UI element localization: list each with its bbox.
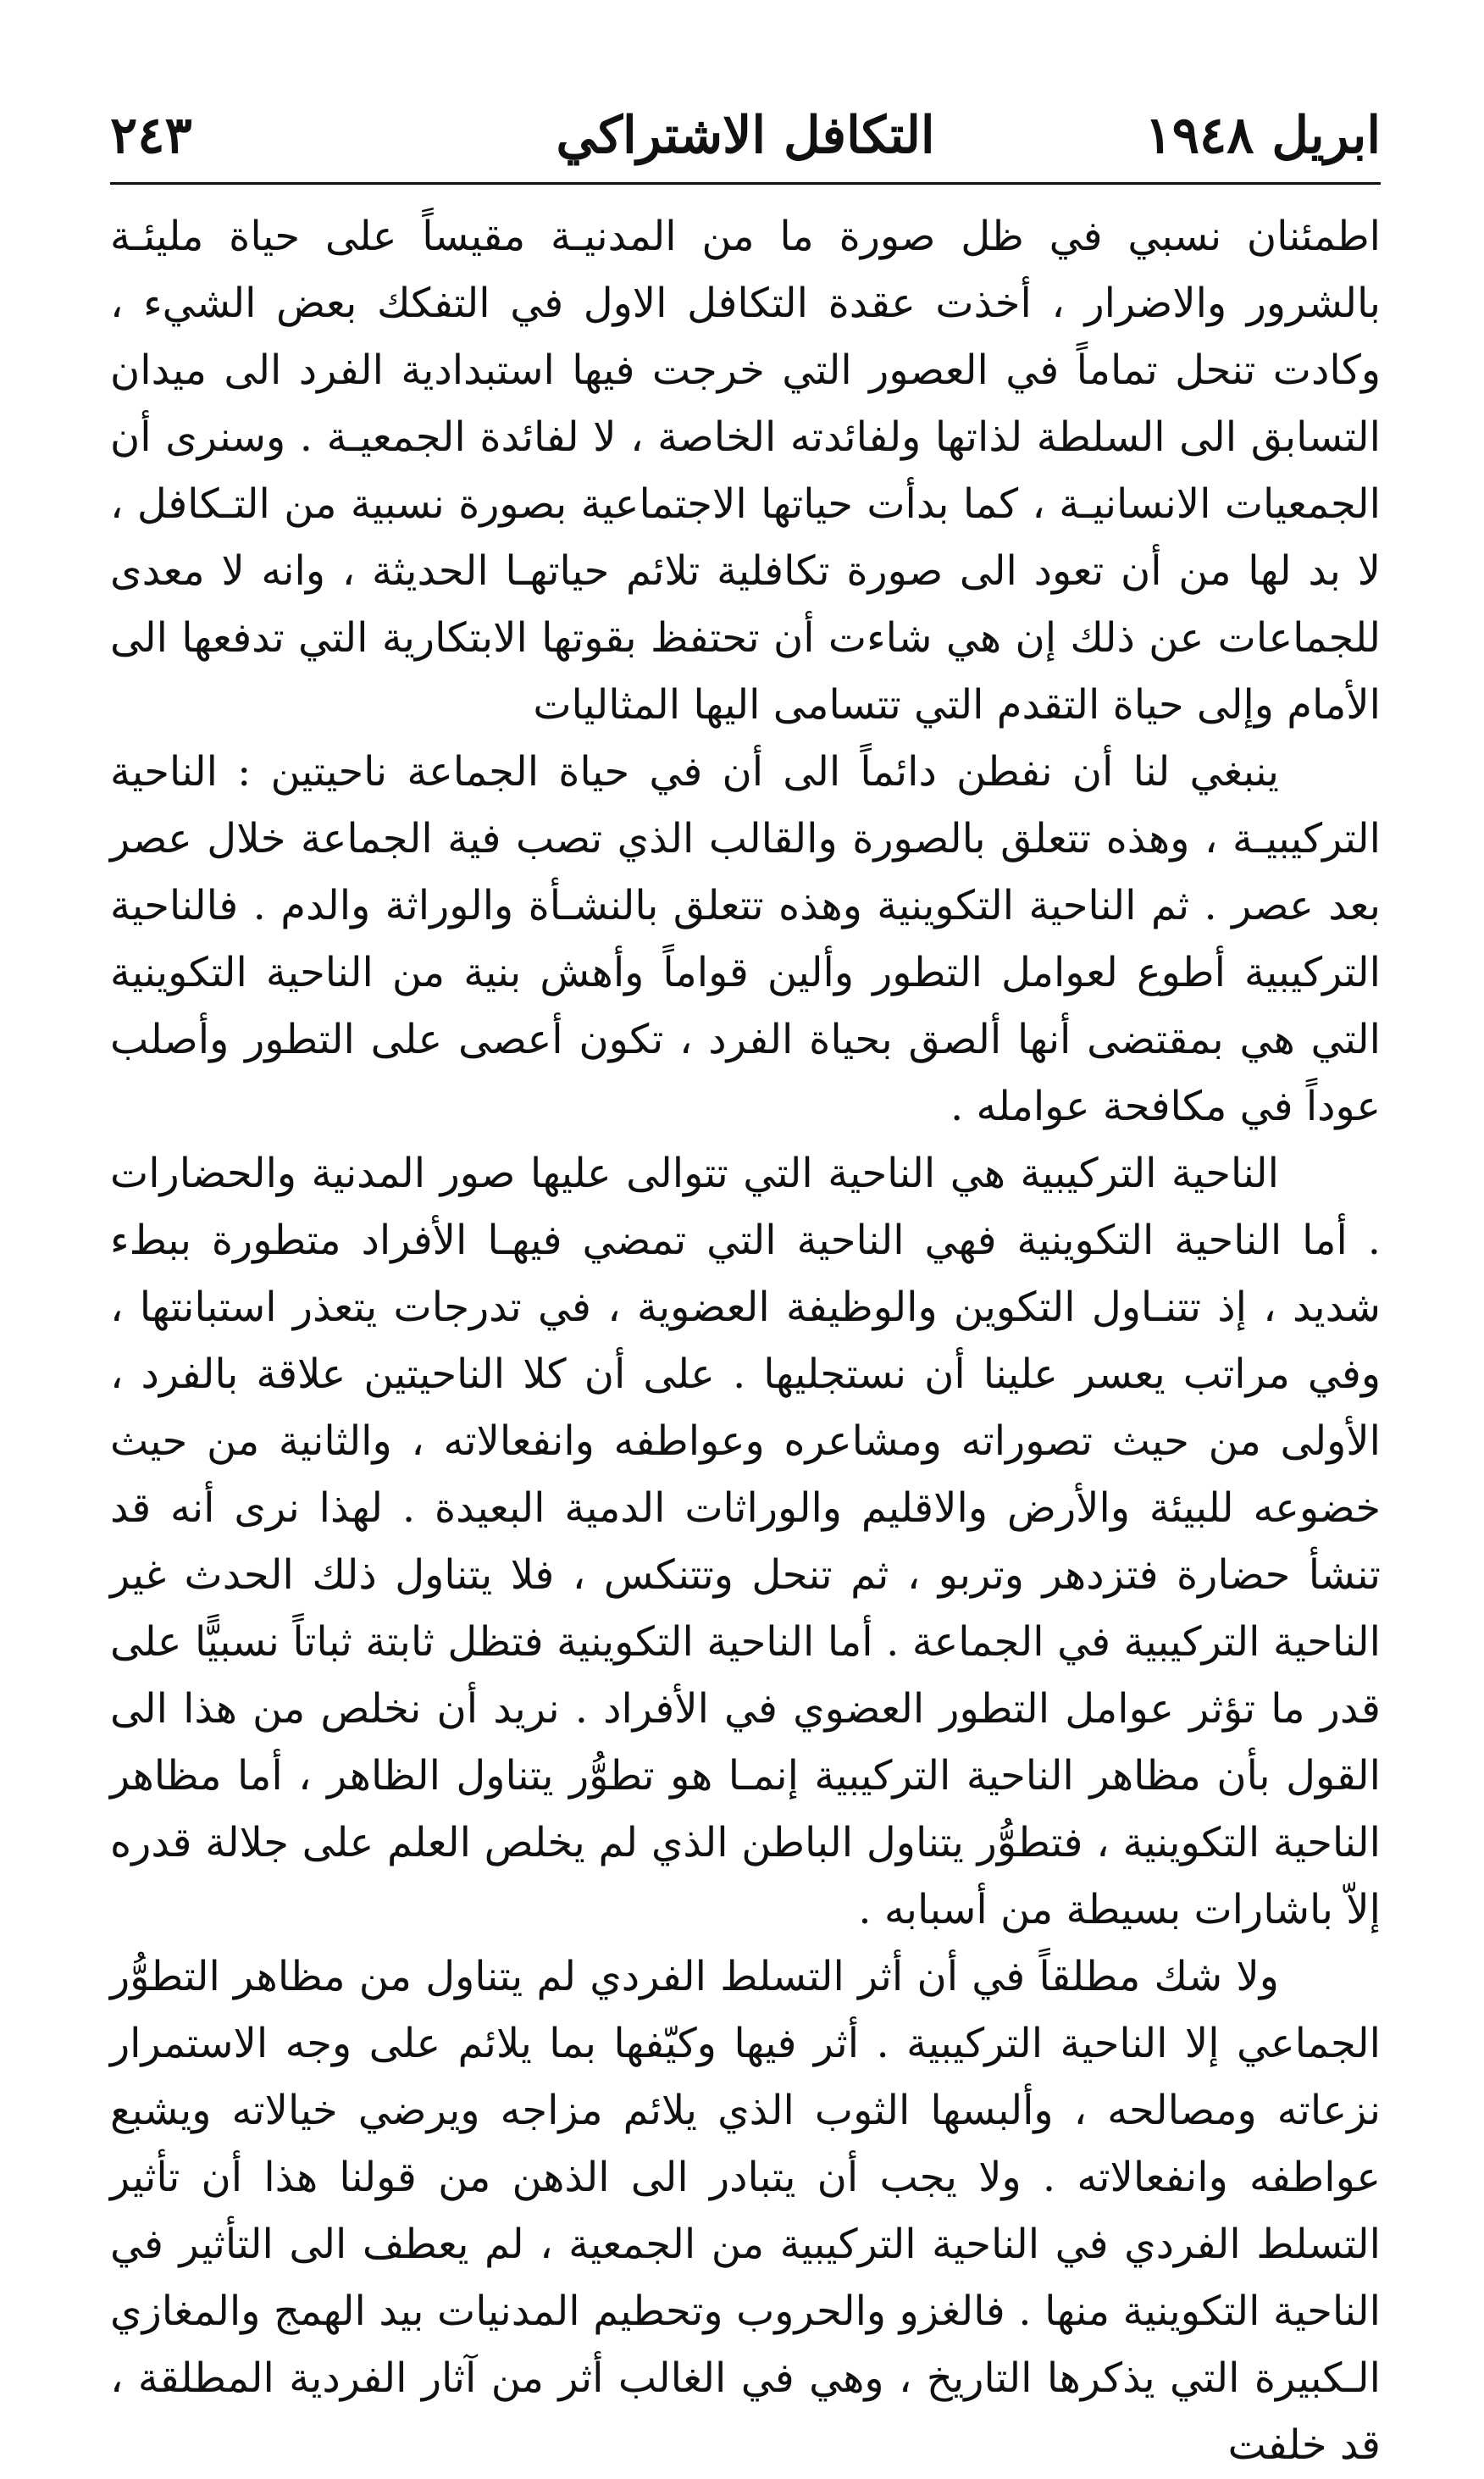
paragraph-3: الناحية التركيبية هي الناحية التي تتوالى عليها صور المدنية والحضارات . أما الناحية التكوينية فهي الناحية التي تمضي فيهـا الأفراد متطورة ببطء شديد ، إذ تتنـاول التكوين والوظيفة العضوية ، في تدرجات يتعذر استبانتها ، وفي مراتب يعسر علينا أن نستجليها . على أن كلا الناحيتين علاقة بالفرد ، الأولى من حيث تصوراته ومشاعره وعواطفه وانفعالاته ، والثانية من حيث خضوعه للبيئة والأرض والاقليم والوراثات الدمية البعيدة . لهذا نرى أنه قد تنشأ حضارة فتزدهر وتربو ، ثم تنحل وتتنكس ، فلا يتناول ذلك الحدث غير الناحية التركيبية في الجماعة . أما الناحية التكوينية فتظل ثابتة ثباتاً نسبيًّا على قدر ما تؤثر عوامل التطور العضوي في الأفراد . نريد أن نخلص من هذا الى القول بأن مظاهر الناحية التركيبية إنمـا هو تطوُّر يتناول الظاهر ، أما مظاهر الناحية التكوينية ، فتطوُّر يتناول الباطن الذي لم يخلص العلم على جلالة قدره إلاّ باشارات بسيطة من أسبابه . (110, 1150, 1382, 1933)
paragraph-2: ينبغي لنا أن نفطن دائماً الى أن في حياة الجماعة ناحيتين : الناحية التركيبيـة ، وهذه تتعلق بالصورة والقالب الذي تصب فية الجماعة خلال عصر بعد عصر . ثم الناحية التكوينية وهذه تتعلق بالنشـأة والوراثة والدم . فالناحية التركيبية أطوع لعوامل التطور وألين قواماً وأهش بنية من الناحية التكوينية التي هي بمقتضى أنها ألصق بحياة الفرد ، تكون أعصى على التطور وأصلب عوداً في مكافحة عوامله . (110, 748, 1382, 1130)
header-title: التكافل الاشتراكي (556, 106, 935, 165)
header-date: ابريل ١٩٤٨ (1144, 106, 1381, 165)
header-rule (110, 182, 1381, 185)
page-number: ٢٤٣ (110, 106, 192, 165)
paragraph-4: ولا شك مطلقاً في أن أثر التسلط الفردي لم يتناول من مظاهر التطوُّر الجماعي إلا الناحية التركيبية . أثر فيها وكيّفها بما يلائم على وجه الاستمرار نزعاته ومصالحه ، وألبسها الثوب الذي يلائم مزاجه ويرضي خيالاته ويشبع عواطفه وانفعالاته . ولا يجب أن يتبادر الى الذهن من قولنا هذا أن تأثير التسلط الفردي في الناحية التركيبية من الجمعية ، لم يعطف الى التأثير في الناحية التكوينية منها . فالغزو والحروب وتحطيم المدنيات بيد الهمج والمغازي الـكبيرة التي يذكرها التاريخ ، وهي في الغالب أثر من آثار الفردية المطلقة ، قد خلفت (110, 1953, 1382, 2469)
paragraph-1: اطمئنان نسبي في ظل صورة ما من المدنيـة مقيساً على حياة مليئـة بالشرور والاضرار ، أخذت عقدة التكافل الاول في التفكك بعض الشيء ، وكادت تنحل تماماً في العصور التي خرجت فيها استبدادية الفرد الى ميدان التسابق الى السلطة لذاتها ولفائدته الخاصة ، لا لفائدة الجمعيـة . وسنرى أن الجمعيات الانسانيـة ، كما بدأت حياتها الاجتماعية بصورة نسبية من التـكافل ، لا بد لها من أن تعود الى صورة تكافلية تلائم حياتهـا الحديثة ، وانه لا معدى للجماعات عن ذلك إن هي شاءت أن تحتفظ بقوتها الابتكارية التي تدفعها الى الأمام وإلى حياة التقدم التي تتسامى اليها المثاليات (110, 213, 1382, 729)
body-text (110, 203, 1381, 2479)
running-header (110, 85, 1381, 178)
